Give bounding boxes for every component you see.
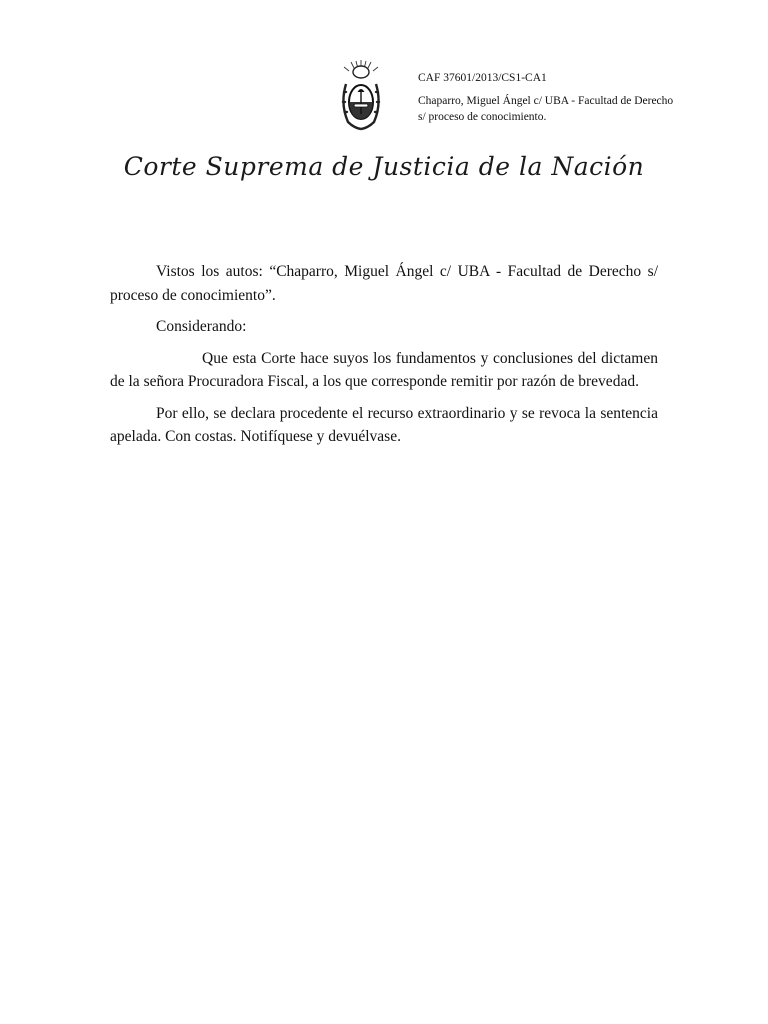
- paragraph-considerando: Considerando:: [156, 318, 247, 335]
- paragraph-que-esta-corte: Que esta Corte hace suyos los fundamentos y conclusiones del dictamen de la señora Procuradora Fiscal, a los que corresponde remitir por razón de brevedad.: [110, 349, 658, 390]
- paragraph-vistos: Vistos los autos: “Chaparro, Miguel Ángel c/ UBA - Facultad de Derecho s/ proceso de conocimiento”.: [110, 263, 658, 304]
- ruling-body: [110, 260, 658, 457]
- court-title: Corte Suprema de Justicia de la Nación: [123, 152, 645, 181]
- case-number: CAF 37601/2013/CS1-CA1: [418, 72, 547, 84]
- case-header: [418, 70, 678, 125]
- case-caption: Chaparro, Miguel Ángel c/ UBA - Facultad de Derecho s/ proceso de conocimiento.: [418, 95, 674, 123]
- coat-of-arms-seal: [337, 58, 385, 132]
- paragraph-por-ello: Por ello, se declara procedente el recurso extraordinario y se revoca la sentencia apelada. Con costas. Notifíquese y devuélvase.: [110, 404, 658, 445]
